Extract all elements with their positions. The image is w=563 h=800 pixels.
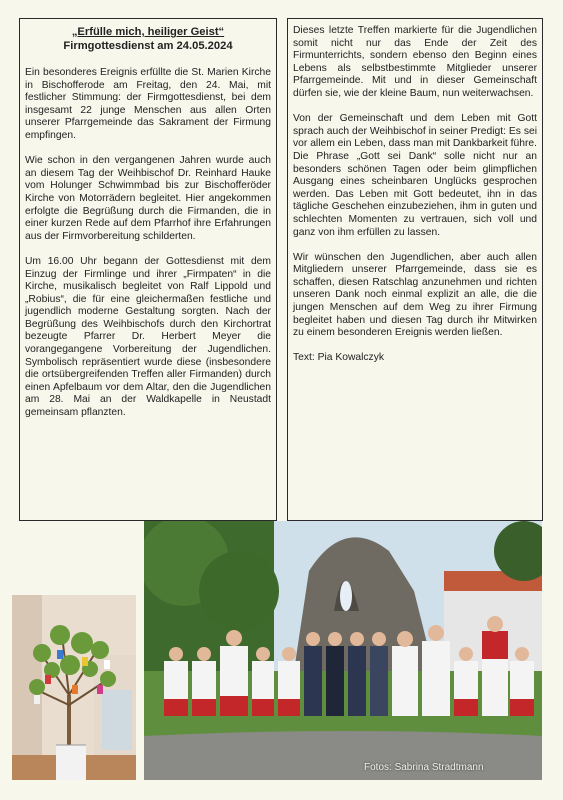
paragraph: Wie schon in den vergangenen Jahren wurde auch an diesem Tag der Weihbischof Dr. Reinhard Hauke vom Holunger Schwimmbad bis zur Bischofferöder Kirche von Motorrädern begleitet. Hier angekommen erfolgte die Begrüßung durch die Firmanden, die in einer kurzen Rede auf dem Pfarrhof ihre Erfahrungen aus der Firmvorbereitung schilderten. bbox=[25, 155, 271, 242]
paragraph: Wir wünschen den Jugendlichen, aber auch allen Mitgliedern unserer Pfarrgemeinde, dass sie es schaffen, diesen Ratschlag anzunehmen und richten unseren Dank noch einmal explizit an alle, die die jungen Menschen auf dem Weg zu ihrer Firmung begleitet haben und diesen Tag durch ihr Mitwirken zu einem besonderen Ereignis werden ließen. bbox=[293, 251, 537, 339]
paragraph: Von der Gemeinschaft und dem Leben mit Gott sprach auch der Weihbischof in seiner Predigt: Es sei vor allem ein Leben, dass man mit Dankbarkeit führe. Die Phrase „Gott sei Dank“ solle nicht nur an besonders schönen Tagen oder beim glimpflichen Ausgang eines scheinbaren Unglücks gesprochen werden. Das Leben mit Gott bedeutet, ihn in das tägliche Geschehen einzubeziehen, ihm in guten und schlechten Momenten zu vertrauen, sich voll und ganz von ihm erfüllen zu lassen. bbox=[293, 113, 537, 238]
article-column-right bbox=[287, 18, 543, 521]
photo-apple-tree bbox=[12, 595, 136, 780]
article-column-left bbox=[19, 18, 277, 521]
paragraph: Ein besonderes Ereignis erfüllte die St. Marien Kirche in Bischofferode am Freitag, den 24. Mai, mit festlicher Stimmung: der Firmgottesdienst, bei dem insgesamt 22 junge Menschen aus allen Orten unserer Pfarrgemeinde das Sakrament der Firmung empfingen. bbox=[25, 67, 271, 141]
text-credit: Text: Pia Kowalczyk bbox=[293, 352, 384, 364]
photo-group-confirmands bbox=[144, 521, 542, 780]
photo-credit: Fotos: Sabrina Stradtmann bbox=[364, 762, 484, 773]
paragraph: Um 16.00 Uhr begann der Gottesdienst mit dem Einzug der Firmlinge und ihrer „Firmpaten“ in die Kirche, musikalisch begleitet von Ralf Lippold und „Robius“, die für eine gleichermaßen festliche und jugendlich moderne Gestaltung sorgten. Nach der Begrüßung des Weihbischofs durch den Kirchortrat bezeugte Pfarrer Dr. Herbert Meyer die vorangegangene Vorbereitung der Jugendlichen. Symbolisch repräsentiert wurde diese (insbesondere die ortsübergreifenden Treffen aller Firmanden) durch einen Apfelbaum vor dem Altar, den die Jugendlichen am 28. Mai an der Waldkapelle in Neustadt gemeinsam pflanzten. bbox=[25, 255, 271, 419]
paragraph: Dieses letzte Treffen markierte für die Jugendlichen somit nicht nur das Ende der Zeit des Firmunterrichts, sondern ebenso den Beginn eines Lebens als selbstbestimmte Mitglieder unserer Pfarrgemeinde. Mit und in dieser Gemeinschaft dürfen sie, wie der kleine Baum, nun weiterwachsen. bbox=[293, 25, 537, 99]
article-title: „Erfülle mich, heiliger Geist“ bbox=[71, 26, 225, 38]
article-subtitle: Firmgottesdienst am 24.05.2024 bbox=[63, 40, 233, 52]
apple-tree-illustration bbox=[12, 595, 136, 780]
group-photo-illustration bbox=[144, 521, 542, 780]
